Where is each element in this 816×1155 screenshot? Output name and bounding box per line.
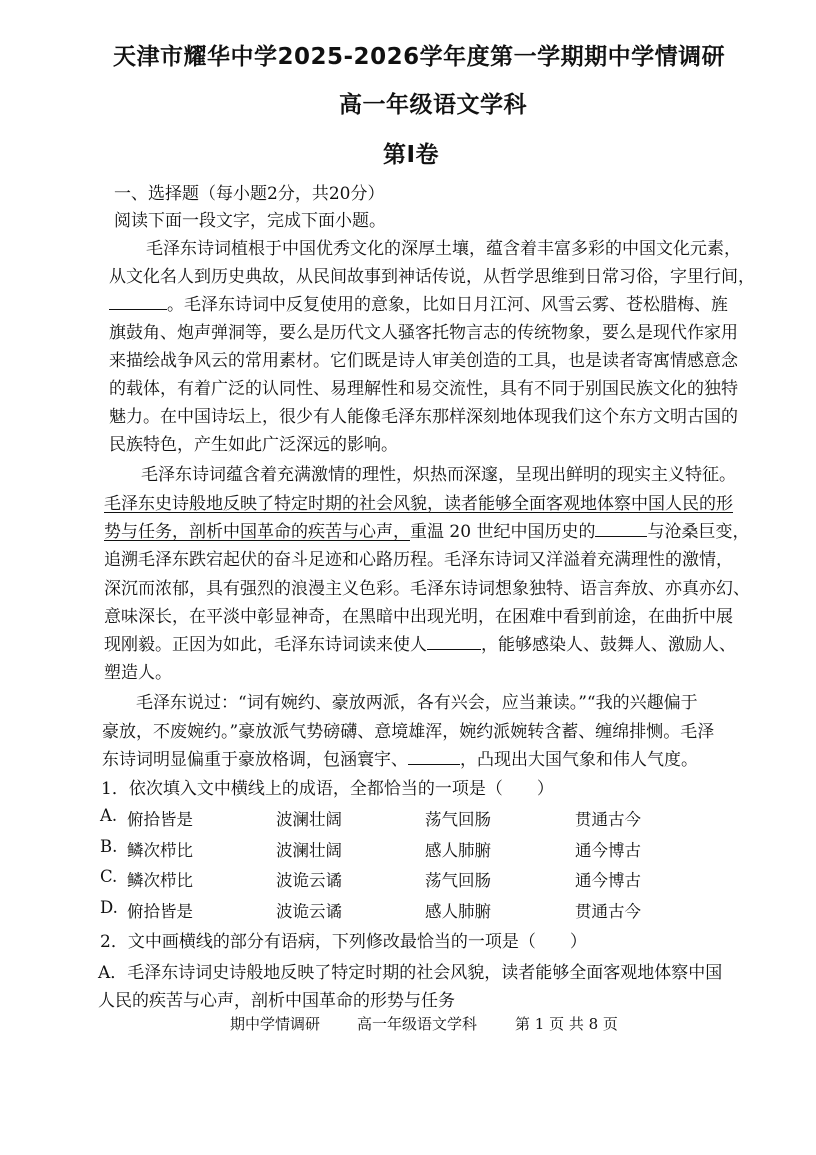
- option-letter: A.: [100, 806, 118, 825]
- option-word: 贯通古今: [575, 810, 641, 829]
- footer-left: 期中学情调研: [230, 1015, 321, 1033]
- passage-line: 旗鼓角、炮声弹洞等，要么是历代文人骚客托物言志的传统物象，要么是现代作家用: [109, 323, 738, 343]
- passage-line: 毛泽东诗词蕴含着充满激情的理性，炽热而深邃，呈现出鲜明的现实主义特征。: [141, 465, 736, 485]
- passage-line: 深沉而浓郁，具有强烈的浪漫主义色彩。毛泽东诗词想象独特、语言奔放、亦真亦幻、: [104, 579, 750, 599]
- passage-line: 民族特色，产生如此广泛深远的影响。: [109, 435, 398, 455]
- option-letter: C.: [100, 867, 118, 886]
- passage-line: [104, 517, 749, 542]
- passage-text: 现刚毅。正因为如此，毛泽东诗词读来使人: [104, 635, 427, 655]
- passage-text: ，凸现出大国气象和伟人气度。: [460, 750, 698, 770]
- underlined-sentence: 毛泽东史诗般地反映了特定时期的社会风貌，读者能够全面客观地体察中国人民的形: [104, 494, 733, 514]
- passage-line: 塑造人。: [104, 663, 172, 683]
- option-word: 荡气回肠: [425, 871, 491, 890]
- option-word: 通今博古: [575, 841, 641, 860]
- option-word: 感人肺腑: [425, 841, 491, 860]
- option-letter: B.: [100, 837, 118, 856]
- passage-line: [104, 630, 736, 655]
- answer-blank: [408, 750, 460, 765]
- passage-line: [102, 745, 698, 770]
- section-heading: 一、选择题（每小题2分，共20分）: [114, 184, 385, 204]
- passage-line: 从文化名人到历史典故，从民间故事到神话传说，从哲学思维到日常习俗，字里行间，: [109, 267, 755, 287]
- option-word: 波诡云谲: [276, 902, 342, 921]
- option-word: 波澜壮阔: [276, 810, 342, 829]
- option-word: 贯通古今: [575, 902, 641, 921]
- underlined-sentence: 势与任务，剖析中国革命的疾苦与心声，: [104, 522, 410, 542]
- answer-blank: [595, 522, 647, 537]
- passage-line: 的载体，有着广泛的认同性、易理解性和易交流性，具有不同于别国民族文化的独特: [109, 379, 738, 399]
- exam-subtitle: 高一年级语文学科: [339, 92, 527, 118]
- option-word: 波诡云谲: [276, 871, 342, 890]
- question-2-stem: 2．文中画横线的部分有语病，下列修改最恰当的一项是（ ）: [100, 932, 587, 952]
- passage-text: ，能够感染人、鼓舞人、激励人、: [481, 635, 736, 655]
- passage-line: 毛泽东诗词植根于中国优秀文化的深厚土壤，蕴含着丰富多彩的中国文化元素，: [146, 239, 741, 259]
- passage-text: 。毛泽东诗词中反复使用的意象，比如日月江河、风雪云雾、苍松腊梅、旌: [167, 295, 728, 315]
- option-word: 俯拾皆是: [127, 810, 193, 829]
- option-word: 荡气回肠: [425, 810, 491, 829]
- passage-text: 与沧桑巨变，: [647, 522, 750, 542]
- question-2-option-a-cont: 人民的疾苦与心声，剖析中国革命的形势与任务: [98, 991, 455, 1011]
- passage-text: 重温 20 世纪中国历史的: [410, 522, 596, 542]
- answer-blank: [109, 295, 167, 310]
- passage-line: 来描绘战争风云的常用素材。它们既是诗人审美创造的工具，也是读者寄寓情感意念: [109, 351, 738, 371]
- option-word: 感人肺腑: [425, 902, 491, 921]
- footer-mid: 高一年级语文学科: [357, 1015, 478, 1033]
- exam-title: 天津市耀华中学2025-2026学年度第一学期期中学情调研: [113, 44, 726, 70]
- option-word: 鳞次栉比: [127, 871, 193, 890]
- volume-label: 第Ⅰ卷: [383, 142, 440, 168]
- passage-line: 追溯毛泽东跌宕起伏的奋斗足迹和心路历程。毛泽东诗词又洋溢着充满理性的激情，: [104, 550, 733, 570]
- passage-line: 意味深长，在平淡中彰显神奇，在黑暗中出现光明，在困难中看到前途，在曲折中展: [104, 607, 733, 627]
- option-letter: D.: [100, 898, 118, 917]
- passage-line: 魅力。在中国诗坛上，很少有人能像毛泽东那样深刻地体现我们这个东方文明古国的: [109, 407, 738, 427]
- section-instruction: 阅读下面一段文字，完成下面小题。: [114, 211, 386, 231]
- answer-blank: [427, 635, 481, 650]
- question-1-stem: 1．依次填入文中横线上的成语，全都恰当的一项是（ ）: [101, 779, 554, 799]
- option-word: 通今博古: [575, 871, 641, 890]
- option-word: 鳞次栉比: [127, 841, 193, 860]
- footer-page-number: 第 1 页 共 8 页: [515, 1015, 618, 1033]
- passage-line: 毛泽东说过：“词有婉约、豪放两派，各有兴会，应当兼读。”“我的兴趣偏于: [136, 693, 698, 713]
- option-word: 俯拾皆是: [127, 902, 193, 921]
- passage-text: 东诗词明显偏重于豪放格调，包涵寰宇、: [102, 750, 408, 770]
- passage-line: [109, 290, 728, 315]
- option-word: 波澜壮阔: [276, 841, 342, 860]
- passage-line: 豪放，不废婉约。”豪放派气势磅礴、意境雄浑，婉约派婉转含蓄、缠绵排恻。毛泽: [102, 722, 715, 742]
- question-2-option-a: A．毛泽东诗词史诗般地反映了特定时期的社会风貌，读者能够全面客观地体察中国: [98, 963, 723, 983]
